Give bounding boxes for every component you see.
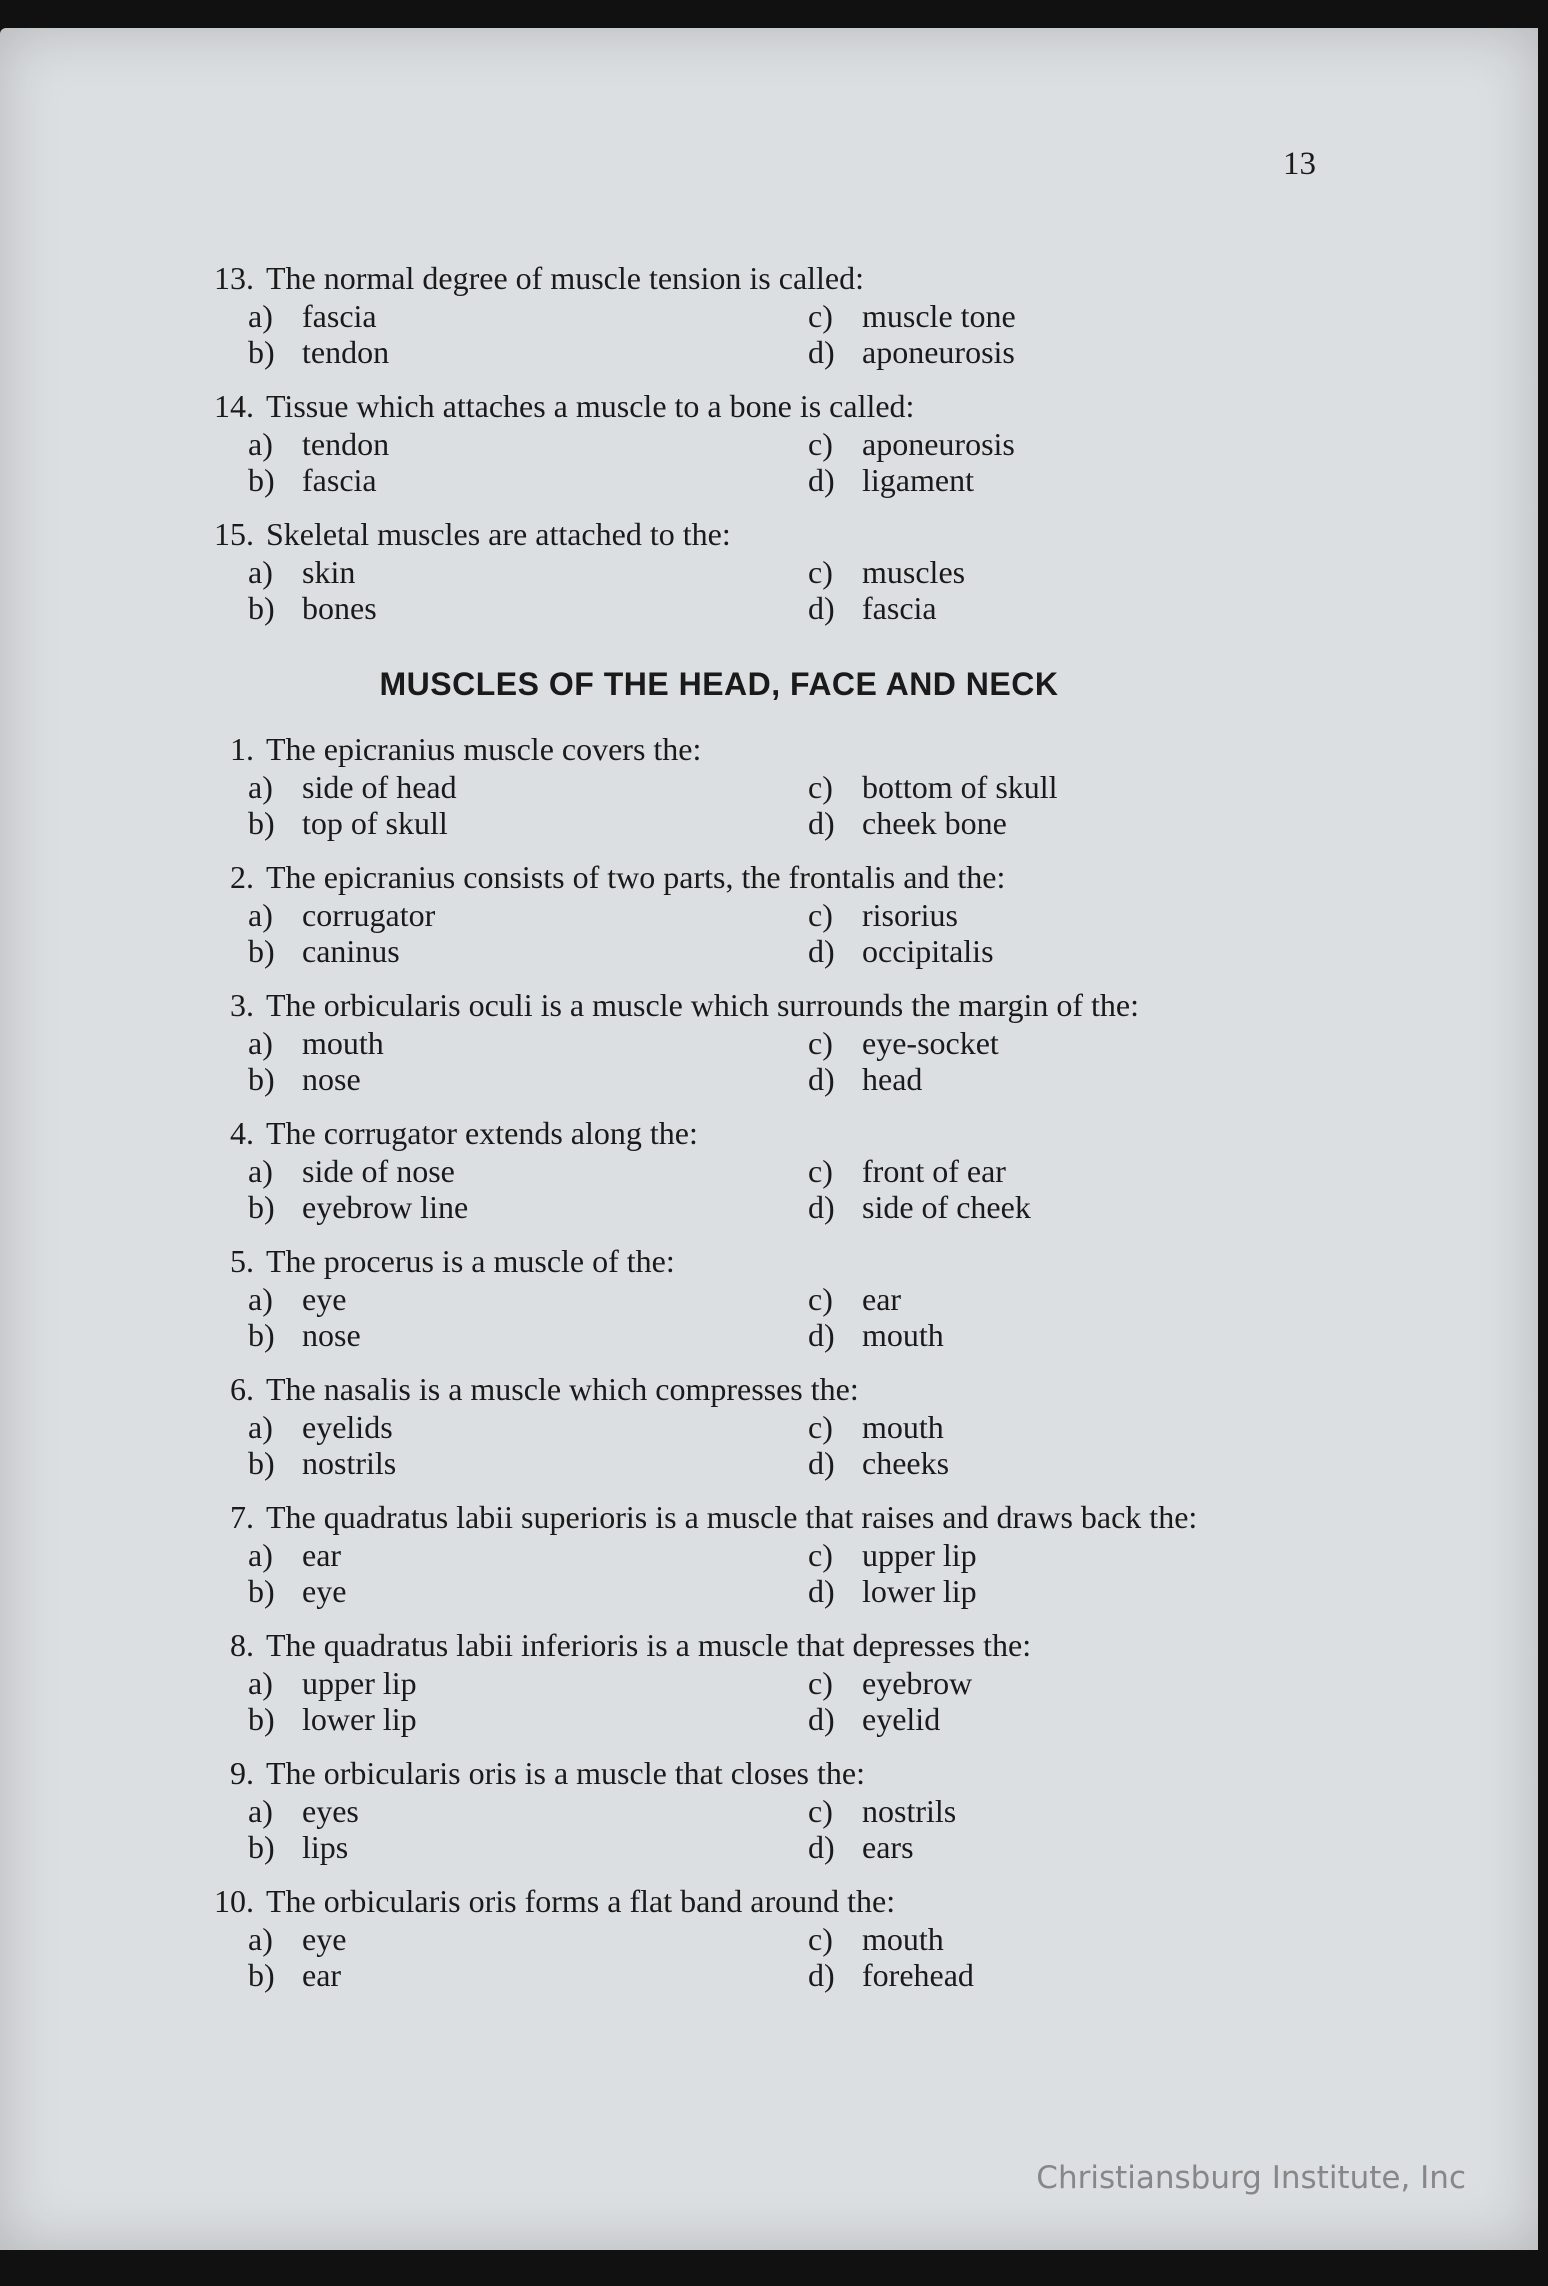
question-line [184,985,1314,1025]
option-letter: a) [248,1409,273,1445]
question-line [184,729,1314,769]
answer-option [808,554,1308,590]
answer-option [808,1829,1308,1865]
option-text: upper lip [862,1537,977,1573]
option-letter: c) [808,298,833,334]
answer-options [248,1537,1314,1609]
answer-option [808,426,1308,462]
answer-options [248,1665,1314,1737]
option-text: eyelid [862,1701,941,1737]
option-letter: d) [808,1061,835,1097]
option-letter: d) [808,1829,835,1865]
option-letter: a) [248,769,273,805]
answer-option [248,1409,808,1445]
option-text: risorius [862,897,958,933]
option-text: bones [302,590,377,626]
option-text: lower lip [862,1573,977,1609]
answer-option [808,1921,1308,1957]
answer-option [248,1793,808,1829]
option-letter: c) [808,1025,833,1061]
option-text: tendon [302,426,390,462]
quiz-section-head-face-neck [184,729,1314,1993]
option-text: muscle tone [862,298,1016,334]
option-text: top of skull [302,805,448,841]
option-letter: b) [248,590,275,626]
answer-options [248,769,1314,841]
option-letter: d) [808,1957,835,1993]
option-text: forehead [862,1957,974,1993]
answer-option [248,1153,808,1189]
question-item [184,258,1314,370]
question-number: 10. [214,1883,254,1919]
answer-option [808,1793,1308,1829]
option-letter: d) [808,1189,835,1225]
answer-option [248,1957,808,1993]
question-text: The quadratus labii superioris is a muscle that raises and draws back the: [266,1499,1198,1535]
answer-options [248,298,1314,370]
question-line [184,386,1314,426]
question-text: The normal degree of muscle tension is called: [266,260,865,296]
question-line [184,514,1314,554]
answer-option [808,1317,1308,1353]
option-letter: d) [808,933,835,969]
question-line [184,1241,1314,1281]
option-text: skin [302,554,356,590]
option-letter: d) [808,462,835,498]
question-text: The epicranius consists of two parts, the frontalis and the: [266,859,1006,895]
option-letter: b) [248,805,275,841]
question-number: 8. [230,1627,254,1663]
option-text: mouth [862,1317,944,1353]
option-letter: b) [248,1189,275,1225]
answer-option [248,462,808,498]
option-text: eye [302,1281,347,1317]
answer-option [808,1573,1308,1609]
option-letter: d) [808,590,835,626]
question-item [184,1753,1314,1865]
option-letter: d) [808,334,835,370]
question-item [184,985,1314,1097]
question-item [184,1241,1314,1353]
question-text: The procerus is a muscle of the: [266,1243,675,1279]
option-text: upper lip [302,1665,417,1701]
option-text: side of nose [302,1153,455,1189]
answer-options [248,1025,1314,1097]
answer-option [808,1153,1308,1189]
option-text: ear [302,1957,342,1993]
question-line [184,1113,1314,1153]
option-letter: c) [808,426,833,462]
option-text: nose [302,1061,361,1097]
answer-option [248,1537,808,1573]
answer-option [808,1025,1308,1061]
option-letter: a) [248,426,273,462]
question-text: The corrugator extends along the: [266,1115,698,1151]
question-number: 5. [230,1243,254,1279]
option-letter: a) [248,1281,273,1317]
answer-option [248,1573,808,1609]
option-text: cheek bone [862,805,1007,841]
question-number: 13. [214,260,254,296]
option-text: lips [302,1829,349,1865]
question-line [184,258,1314,298]
question-text: The orbicularis oculi is a muscle which surrounds the margin of the: [266,987,1139,1023]
answer-options [248,554,1314,626]
option-text: fascia [862,590,937,626]
answer-options [248,1281,1314,1353]
option-letter: d) [808,1573,835,1609]
question-line [184,1625,1314,1665]
question-item [184,1369,1314,1481]
answer-option [248,897,808,933]
question-line [184,1881,1314,1921]
answer-options [248,1409,1314,1481]
option-letter: a) [248,1153,273,1189]
option-letter: a) [248,1025,273,1061]
question-text: The orbicularis oris is a muscle that closes the: [266,1755,865,1791]
option-text: lower lip [302,1701,417,1737]
answer-option [248,426,808,462]
option-text: eyes [302,1793,359,1829]
answer-options [248,897,1314,969]
option-letter: b) [248,1573,275,1609]
option-text: cheeks [862,1445,950,1481]
page-content [184,258,1314,2009]
option-letter: c) [808,1665,833,1701]
question-number: 6. [230,1371,254,1407]
answer-option [248,1921,808,1957]
option-text: eyebrow [862,1665,973,1701]
answer-option [248,1317,808,1353]
option-text: fascia [302,298,377,334]
question-text: The quadratus labii inferioris is a muscle that depresses the: [266,1627,1032,1663]
option-letter: b) [248,1317,275,1353]
question-number: 9. [230,1755,254,1791]
answer-option [808,897,1308,933]
answer-option [808,805,1308,841]
option-letter: c) [808,1409,833,1445]
option-text: ear [862,1281,902,1317]
option-letter: b) [248,1701,275,1737]
question-text: Skeletal muscles are attached to the: [266,516,731,552]
option-text: occipitalis [862,933,994,969]
question-item [184,1113,1314,1225]
option-letter: b) [248,334,275,370]
answer-option [808,933,1308,969]
option-text: caninus [302,933,400,969]
option-text: nostrils [302,1445,397,1481]
question-line [184,1497,1314,1537]
option-text: side of cheek [862,1189,1031,1225]
answer-option [248,805,808,841]
question-item [184,729,1314,841]
option-letter: b) [248,933,275,969]
option-letter: c) [808,897,833,933]
page-number: 13 [1283,146,1316,182]
answer-option [248,590,808,626]
option-letter: c) [808,1153,833,1189]
option-letter: d) [808,1445,835,1481]
option-text: fascia [302,462,377,498]
option-letter: a) [248,1537,273,1573]
option-letter: b) [248,1829,275,1865]
option-letter: a) [248,897,273,933]
answer-option [808,1537,1308,1573]
option-text: aponeurosis [862,334,1015,370]
answer-option [248,1281,808,1317]
question-number: 7. [230,1499,254,1535]
quiz-section-review [184,258,1314,626]
answer-option [808,1061,1308,1097]
question-number: 3. [230,987,254,1023]
answer-option [248,1189,808,1225]
option-text: bottom of skull [862,769,1058,805]
answer-option [248,298,808,334]
answer-option [248,1665,808,1701]
document-page [0,28,1538,2250]
question-item [184,386,1314,498]
answer-option [808,769,1308,805]
option-text: nostrils [862,1793,957,1829]
answer-option [248,1701,808,1737]
option-letter: d) [808,805,835,841]
option-text: eyebrow line [302,1189,469,1225]
question-line [184,857,1314,897]
option-text: mouth [862,1921,944,1957]
question-number: 1. [230,731,254,767]
answer-options [248,1793,1314,1865]
option-letter: a) [248,554,273,590]
answer-option [808,1189,1308,1225]
option-letter: a) [248,298,273,334]
option-letter: b) [248,462,275,498]
section-heading: MUSCLES OF THE HEAD, FACE AND NECK [379,666,1059,702]
answer-options [248,426,1314,498]
option-text: side of head [302,769,457,805]
option-letter: a) [248,1793,273,1829]
answer-option [808,298,1308,334]
option-text: eye-socket [862,1025,999,1061]
question-item [184,857,1314,969]
option-text: ear [302,1537,342,1573]
option-letter: c) [808,554,833,590]
option-text: front of ear [862,1153,1006,1189]
question-number: 2. [230,859,254,895]
option-text: muscles [862,554,966,590]
option-letter: a) [248,1921,273,1957]
option-letter: b) [248,1061,275,1097]
question-number: 15. [214,516,254,552]
answer-option [248,1445,808,1481]
option-letter: d) [808,1701,835,1737]
option-letter: b) [248,1445,275,1481]
question-line [184,1753,1314,1793]
option-text: mouth [862,1409,944,1445]
answer-option [808,334,1308,370]
answer-option [248,1025,808,1061]
option-text: eyelids [302,1409,393,1445]
answer-option [808,462,1308,498]
option-text: corrugator [302,897,436,933]
question-item [184,1625,1314,1737]
option-text: eye [302,1921,347,1957]
question-item [184,514,1314,626]
option-text: ears [862,1829,914,1865]
answer-option [248,769,808,805]
answer-option [808,1957,1308,1993]
answer-option [248,1829,808,1865]
option-letter: a) [248,1665,273,1701]
answer-option [808,1445,1308,1481]
option-text: tendon [302,334,390,370]
option-letter: c) [808,769,833,805]
option-letter: d) [808,1317,835,1353]
option-letter: b) [248,1957,275,1993]
question-item [184,1497,1314,1609]
answer-option [248,554,808,590]
question-text: Tissue which attaches a muscle to a bone is called: [266,388,915,424]
answer-option [808,1665,1308,1701]
option-letter: c) [808,1793,833,1829]
answer-option [248,334,808,370]
answer-option [808,1281,1308,1317]
answer-option [248,1061,808,1097]
question-item [184,1881,1314,1993]
answer-options [248,1921,1314,1993]
question-number: 4. [230,1115,254,1151]
option-text: nose [302,1317,361,1353]
option-text: aponeurosis [862,426,1015,462]
question-text: The orbicularis oris forms a flat band around the: [266,1883,896,1919]
option-letter: c) [808,1537,833,1573]
watermark: Christiansburg Institute, Inc [1036,2160,1466,2196]
question-line [184,1369,1314,1409]
option-text: mouth [302,1025,384,1061]
option-letter: c) [808,1281,833,1317]
question-text: The epicranius muscle covers the: [266,731,702,767]
option-text: eye [302,1573,347,1609]
option-letter: c) [808,1921,833,1957]
question-text: The nasalis is a muscle which compresses the: [266,1371,859,1407]
answer-option [808,590,1308,626]
answer-option [248,933,808,969]
answer-option [808,1701,1308,1737]
option-text: head [862,1061,923,1097]
answer-option [808,1409,1308,1445]
question-number: 14. [214,388,254,424]
answer-options [248,1153,1314,1225]
option-text: ligament [862,462,974,498]
